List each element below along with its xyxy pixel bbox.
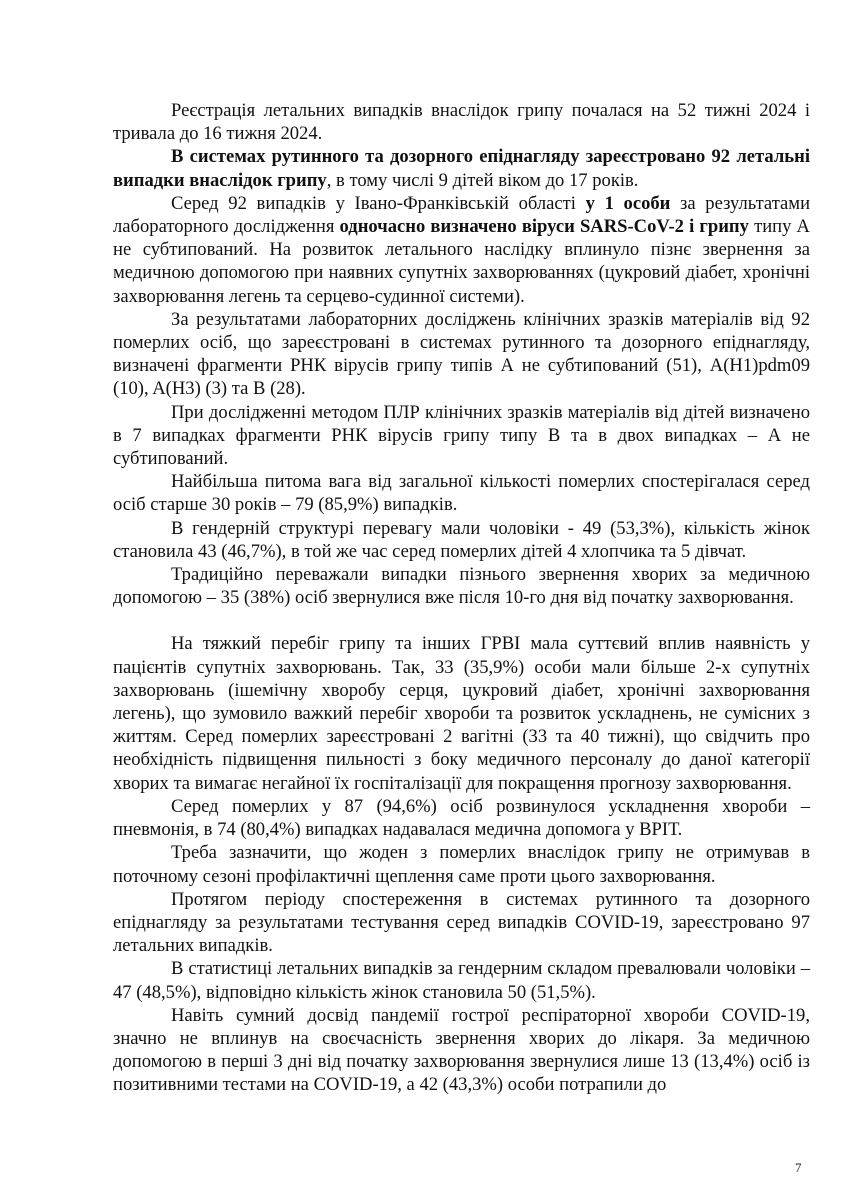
page-number: 7 [795,1160,802,1175]
text-segment: Серед 92 випадків у Івано-Франківській області [171,192,586,214]
document-body [113,99,810,1097]
text-segment: Навіть сумний досвід пандемії гострої респіраторної хвороби COVID-19, значно не вплинув на своєчасність звернення хворих до лікаря. За медичною допомогою в перші 3 дні від початку захворювання звернулися лише 13 (13,4%) осіб із позитивними тестами на COVID-19, а 42 (43,3%) особи потрапили до [113,1004,810,1096]
text-segment: Треба зазначити, що жоден з померлих внаслідок грипу не отримував в поточному сезоні профілактичні щеплення саме проти цього захворювання. [113,842,810,887]
text-segment: При дослідженні методом ПЛР клінічних зразків матеріалів від дітей визначено в 7 випадках фрагменти РНК вірусів грипу типу В та в двох випадках – А не субтипований. [113,401,810,470]
text-segment: На тяжкий перебіг грипу та інших ГРВІ мала суттєвий вплив наявність у пацієнтів супутніх захворювань. Так, 33 (35,9%) особи мали більше 2-х супутніх захворювань (ішемічну хворобу серця, цукровий діабет, хронічні захворювання легень), що зумовило важкий перебіг хвороби та розвиток ускладнень, не сумісних з життям. Серед померлих зареєстровані 2 вагітні (33 та 40 тижні), що свідчить про необхідність підвищення пильності з боку медичного персоналу до даної категорії хворих та вимагає негайної їх госпіталізації для покращення прогнозу захворювання. [113,633,810,794]
paragraph [113,841,810,887]
paragraph [113,957,810,1003]
text-segment: Серед померлих у 87 (94,6%) осіб розвинулося ускладнення хвороби – пневмонія, в 74 (80,4%) випадках надавалася медична допомога у ВРІТ. [113,795,810,841]
paragraph [113,563,810,609]
text-segment: Найбільша питома вага від загальної кількості померлих спостерігалася серед осіб старше 30 років – 79 (85,9%) випадків. [113,471,810,516]
text-segment: Реєстрація летальних випадків внаслідок грипу почалася на 52 тижні 2024 і тривала до 16 тижня 2024. [113,100,810,145]
paragraph [113,1004,810,1097]
paragraph [113,632,810,794]
paragraph [113,145,810,191]
paragraph [113,401,810,471]
bold-text-segment: одночасно визначено віруси SARS-CoV-2 і грипу [339,216,749,238]
text-segment: В гендерній структурі перевагу мали чоловіки - 49 (53,3%), кількість жінок становила 43 (46,7%), в той же час серед померлих дітей 4 хлопчика та 5 дівчат. [113,517,810,562]
paragraph [113,888,810,958]
paragraph [113,192,810,308]
paragraph [113,517,810,563]
bold-text-segment: у 1 особи [585,192,671,214]
paragraph [113,470,810,516]
text-segment: Традиційно переважали випадки пізнього звернення хворих за медичною допомогою – 35 (38%) осіб звернулися вже після 10-го дня від початку захворювання. [113,564,810,609]
text-segment: типу А не субтипований. На розвиток летального наслідку вплинуло пізнє звернення за медичною допомогою при наявних супутніх захворюваннях (цукровий діабет, хронічні захворювання легень та серцево-судинної системи). [113,216,810,307]
text-segment: В статистиці летальних випадків за гендерним складом превалювали чоловіки – 47 (48,5%), відповідно кількість жінок становила 50 (51,5%). [113,958,810,1003]
paragraph-spacer [113,609,810,632]
text-segment: , в тому числі 9 дітей віком до 17 років. [326,169,639,191]
text-segment: за результатами лабораторного дослідження [113,192,811,238]
bold-text-segment: В системах рутинного та дозорного епіднагляду зареєстровано 92 летальні випадки внаслідок грипу [113,146,810,191]
text-segment: За результатами лабораторних досліджень клінічних зразків матеріалів від 92 померлих осіб, що зареєстровані в системах рутинного та дозорного епіднагляду, визначені фрагменти РНК вірусів грипу типів А не субтипований (51), A(H1)pdm09 (10), A(H3) (3) та В (28). [113,308,810,400]
paragraph [113,795,810,841]
paragraph [113,99,810,145]
text-segment: Протягом періоду спостереження в системах рутинного та дозорного епіднагляду за результатами тестування серед випадків COVID-19, зареєстровано 97 летальних випадків. [113,888,810,957]
paragraph [113,308,810,401]
